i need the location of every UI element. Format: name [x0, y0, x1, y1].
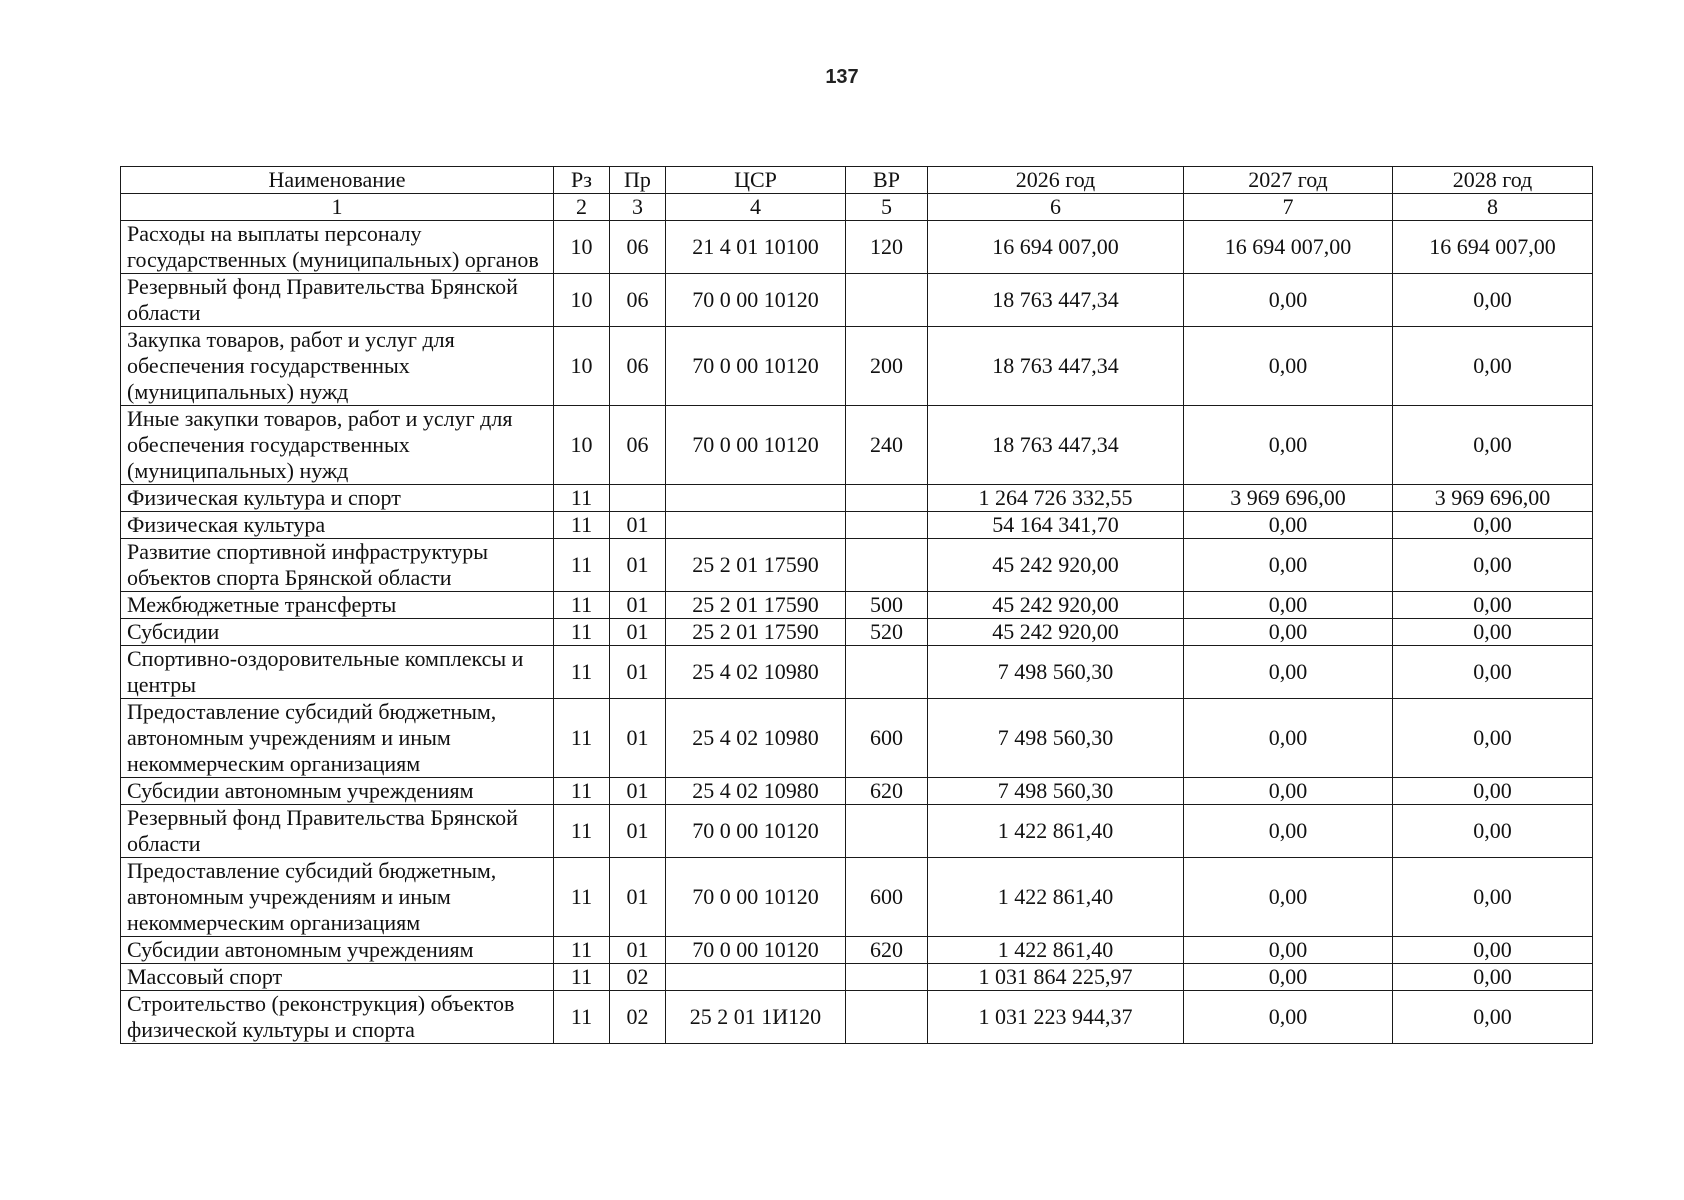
row-amount-2026: 1 264 726 332,55	[928, 485, 1184, 512]
row-amount-2028: 0,00	[1393, 964, 1593, 991]
table-row	[121, 991, 1593, 1044]
row-rz: 10	[554, 221, 610, 274]
row-amount-2026: 18 763 447,34	[928, 406, 1184, 485]
row-amount-2028: 0,00	[1393, 805, 1593, 858]
row-amount-2027: 0,00	[1184, 858, 1393, 937]
table-row	[121, 512, 1593, 539]
row-pr: 01	[610, 778, 666, 805]
column-number: 5	[846, 194, 928, 221]
row-csr: 25 4 02 10980	[666, 699, 846, 778]
row-rz: 11	[554, 592, 610, 619]
row-amount-2028: 0,00	[1393, 592, 1593, 619]
table-row	[121, 274, 1593, 327]
table-row	[121, 646, 1593, 699]
row-pr: 06	[610, 274, 666, 327]
row-amount-2027: 0,00	[1184, 646, 1393, 699]
row-name: Резервный фонд Правительства Брянской области	[121, 805, 554, 858]
row-csr: 70 0 00 10120	[666, 805, 846, 858]
table-row	[121, 406, 1593, 485]
table-row	[121, 485, 1593, 512]
header-pr: Пр	[610, 167, 666, 194]
row-vr	[846, 805, 928, 858]
row-pr: 01	[610, 539, 666, 592]
table-row	[121, 327, 1593, 406]
row-amount-2026: 1 422 861,40	[928, 805, 1184, 858]
row-name: Физическая культура	[121, 512, 554, 539]
row-amount-2028: 0,00	[1393, 778, 1593, 805]
row-amount-2027: 0,00	[1184, 512, 1393, 539]
row-name: Расходы на выплаты персоналу государственных (муниципальных) органов	[121, 221, 554, 274]
row-vr	[846, 512, 928, 539]
row-amount-2026: 1 031 223 944,37	[928, 991, 1184, 1044]
row-csr: 70 0 00 10120	[666, 327, 846, 406]
row-amount-2028: 0,00	[1393, 539, 1593, 592]
row-amount-2028: 0,00	[1393, 406, 1593, 485]
row-rz: 11	[554, 964, 610, 991]
table-body	[121, 221, 1593, 1044]
row-vr: 620	[846, 937, 928, 964]
row-name: Предоставление субсидий бюджетным, автономным учреждениям и иным некоммерческим организациям	[121, 699, 554, 778]
row-amount-2027: 0,00	[1184, 699, 1393, 778]
row-amount-2027: 0,00	[1184, 991, 1393, 1044]
row-csr: 25 4 02 10980	[666, 646, 846, 699]
row-amount-2028: 0,00	[1393, 858, 1593, 937]
row-rz: 11	[554, 646, 610, 699]
row-amount-2027: 0,00	[1184, 274, 1393, 327]
row-amount-2026: 45 242 920,00	[928, 619, 1184, 646]
row-pr: 01	[610, 592, 666, 619]
row-amount-2026: 1 031 864 225,97	[928, 964, 1184, 991]
row-name: Развитие спортивной инфраструктуры объектов спорта Брянской области	[121, 539, 554, 592]
row-csr: 70 0 00 10120	[666, 406, 846, 485]
row-vr: 200	[846, 327, 928, 406]
row-rz: 11	[554, 778, 610, 805]
header-vr: ВР	[846, 167, 928, 194]
row-rz: 11	[554, 485, 610, 512]
row-name: Субсидии автономным учреждениям	[121, 937, 554, 964]
row-csr: 25 2 01 1И120	[666, 991, 846, 1044]
row-amount-2026: 7 498 560,30	[928, 646, 1184, 699]
row-name: Закупка товаров, работ и услуг для обеспечения государственных (муниципальных) нужд	[121, 327, 554, 406]
row-rz: 11	[554, 699, 610, 778]
table-row	[121, 221, 1593, 274]
row-vr: 600	[846, 858, 928, 937]
page-number: 137	[825, 66, 859, 88]
header-2028: 2028 год	[1393, 167, 1593, 194]
row-name: Предоставление субсидий бюджетным, автономным учреждениям и иным некоммерческим организациям	[121, 858, 554, 937]
row-amount-2028: 0,00	[1393, 699, 1593, 778]
row-vr	[846, 539, 928, 592]
row-amount-2028: 0,00	[1393, 619, 1593, 646]
column-number: 8	[1393, 194, 1593, 221]
row-rz: 11	[554, 805, 610, 858]
row-amount-2026: 54 164 341,70	[928, 512, 1184, 539]
column-number-row	[121, 194, 1593, 221]
row-vr	[846, 646, 928, 699]
row-amount-2027: 0,00	[1184, 592, 1393, 619]
header-2027: 2027 год	[1184, 167, 1393, 194]
header-rz: Рз	[554, 167, 610, 194]
row-rz: 10	[554, 274, 610, 327]
row-amount-2027: 3 969 696,00	[1184, 485, 1393, 512]
row-amount-2027: 0,00	[1184, 805, 1393, 858]
header-row	[121, 167, 1593, 194]
table-row	[121, 805, 1593, 858]
row-pr: 01	[610, 646, 666, 699]
row-amount-2026: 1 422 861,40	[928, 937, 1184, 964]
row-amount-2026: 18 763 447,34	[928, 327, 1184, 406]
row-name: Иные закупки товаров, работ и услуг для обеспечения государственных (муниципальных) нужд	[121, 406, 554, 485]
row-csr: 25 2 01 17590	[666, 539, 846, 592]
row-amount-2028: 0,00	[1393, 274, 1593, 327]
row-name: Межбюджетные трансферты	[121, 592, 554, 619]
row-vr: 120	[846, 221, 928, 274]
row-csr: 25 4 02 10980	[666, 778, 846, 805]
row-vr	[846, 991, 928, 1044]
row-pr: 06	[610, 327, 666, 406]
table-row	[121, 964, 1593, 991]
header-name: Наименование	[121, 167, 554, 194]
row-amount-2028: 0,00	[1393, 646, 1593, 699]
row-name: Физическая культура и спорт	[121, 485, 554, 512]
table-row	[121, 699, 1593, 778]
table-row	[121, 778, 1593, 805]
row-amount-2027: 0,00	[1184, 964, 1393, 991]
row-csr	[666, 512, 846, 539]
row-amount-2026: 7 498 560,30	[928, 778, 1184, 805]
header-csr: ЦСР	[666, 167, 846, 194]
row-rz: 10	[554, 406, 610, 485]
column-number: 2	[554, 194, 610, 221]
row-amount-2028: 0,00	[1393, 327, 1593, 406]
column-number: 1	[121, 194, 554, 221]
row-csr	[666, 964, 846, 991]
row-rz: 11	[554, 539, 610, 592]
row-rz: 11	[554, 619, 610, 646]
row-amount-2027: 0,00	[1184, 778, 1393, 805]
row-pr: 01	[610, 937, 666, 964]
row-csr: 25 2 01 17590	[666, 592, 846, 619]
row-pr: 01	[610, 619, 666, 646]
row-vr: 620	[846, 778, 928, 805]
row-csr: 70 0 00 10120	[666, 937, 846, 964]
row-vr	[846, 485, 928, 512]
row-amount-2028: 16 694 007,00	[1393, 221, 1593, 274]
row-amount-2027: 0,00	[1184, 539, 1393, 592]
row-rz: 11	[554, 937, 610, 964]
row-name: Спортивно-оздоровительные комплексы и центры	[121, 646, 554, 699]
row-vr: 520	[846, 619, 928, 646]
row-amount-2027: 16 694 007,00	[1184, 221, 1393, 274]
row-name: Субсидии автономным учреждениям	[121, 778, 554, 805]
row-name: Массовый спорт	[121, 964, 554, 991]
column-number: 3	[610, 194, 666, 221]
table-row	[121, 858, 1593, 937]
row-rz: 10	[554, 327, 610, 406]
row-csr	[666, 485, 846, 512]
row-name: Резервный фонд Правительства Брянской области	[121, 274, 554, 327]
row-amount-2026: 45 242 920,00	[928, 592, 1184, 619]
table-row	[121, 937, 1593, 964]
table-row	[121, 619, 1593, 646]
row-amount-2027: 0,00	[1184, 937, 1393, 964]
row-amount-2028: 0,00	[1393, 937, 1593, 964]
table-row	[121, 539, 1593, 592]
row-pr: 06	[610, 406, 666, 485]
row-amount-2026: 1 422 861,40	[928, 858, 1184, 937]
row-amount-2026: 7 498 560,30	[928, 699, 1184, 778]
row-vr	[846, 964, 928, 991]
row-csr: 21 4 01 10100	[666, 221, 846, 274]
row-amount-2028: 0,00	[1393, 991, 1593, 1044]
row-pr: 01	[610, 699, 666, 778]
row-pr	[610, 485, 666, 512]
row-vr: 500	[846, 592, 928, 619]
row-csr: 70 0 00 10120	[666, 858, 846, 937]
row-vr: 600	[846, 699, 928, 778]
row-rz: 11	[554, 991, 610, 1044]
row-amount-2027: 0,00	[1184, 327, 1393, 406]
row-amount-2027: 0,00	[1184, 619, 1393, 646]
row-pr: 06	[610, 221, 666, 274]
row-pr: 01	[610, 512, 666, 539]
row-vr	[846, 274, 928, 327]
row-rz: 11	[554, 858, 610, 937]
column-number: 6	[928, 194, 1184, 221]
row-amount-2028: 3 969 696,00	[1393, 485, 1593, 512]
row-amount-2026: 45 242 920,00	[928, 539, 1184, 592]
row-rz: 11	[554, 512, 610, 539]
budget-table	[120, 166, 1593, 1044]
row-amount-2027: 0,00	[1184, 406, 1393, 485]
table-row	[121, 592, 1593, 619]
row-csr: 70 0 00 10120	[666, 274, 846, 327]
row-pr: 02	[610, 991, 666, 1044]
row-name: Субсидии	[121, 619, 554, 646]
row-amount-2026: 16 694 007,00	[928, 221, 1184, 274]
row-csr: 25 2 01 17590	[666, 619, 846, 646]
column-number: 4	[666, 194, 846, 221]
row-amount-2028: 0,00	[1393, 512, 1593, 539]
row-amount-2026: 18 763 447,34	[928, 274, 1184, 327]
row-vr: 240	[846, 406, 928, 485]
header-2026: 2026 год	[928, 167, 1184, 194]
row-pr: 02	[610, 964, 666, 991]
row-pr: 01	[610, 805, 666, 858]
row-name: Строительство (реконструкция) объектов физической культуры и спорта	[121, 991, 554, 1044]
row-pr: 01	[610, 858, 666, 937]
column-number: 7	[1184, 194, 1393, 221]
